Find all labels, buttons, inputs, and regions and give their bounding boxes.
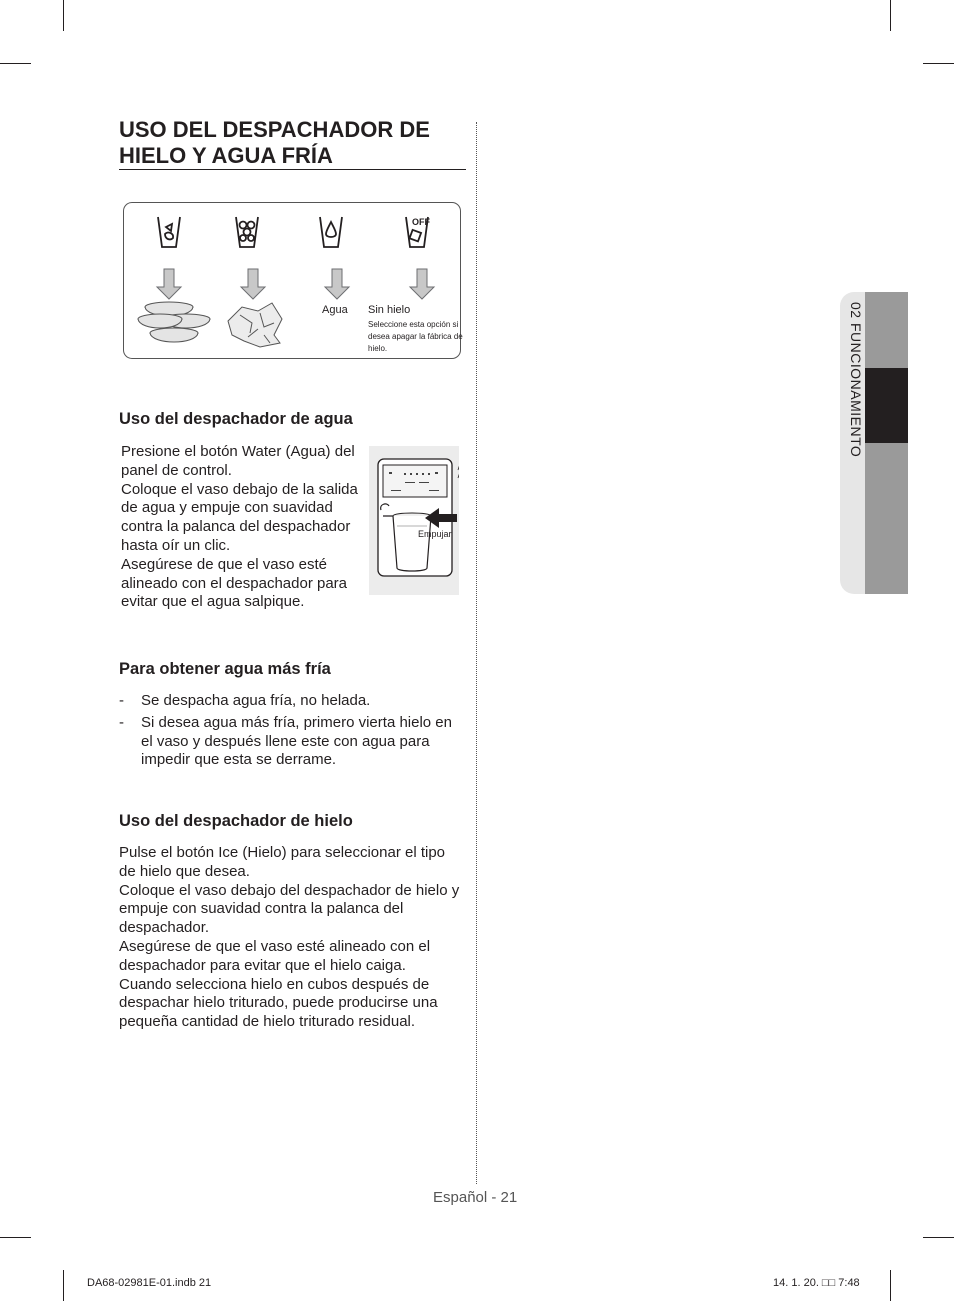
crop-mark [63, 1270, 64, 1301]
crop-mark [890, 1270, 891, 1301]
cubed-ice-cluster [228, 303, 282, 347]
paragraph: Asegúrese de que el vaso esté alineado con el despachador para evitar que el hielo caiga. [119, 937, 431, 974]
colder-water-list [119, 692, 464, 773]
crop-mark [890, 0, 891, 31]
footer-file-name: DA68-02981E-01.indb 21 [87, 1277, 212, 1289]
chapter-tab-marker [865, 368, 908, 443]
list-item: - Se despacha agua fría, no helada. [119, 692, 371, 709]
colder-water-heading: Para obtener agua más fría [119, 660, 331, 678]
svg-text:OFF: OFF [412, 217, 430, 227]
no-ice-label: Sin hielo [368, 304, 411, 316]
paragraph: Pulse el botón Ice (Hielo) para seleccionar el tipo de hielo que desea. [119, 844, 446, 880]
crushed-ice-icon [158, 217, 180, 247]
crop-mark [0, 63, 31, 64]
column-divider [476, 122, 477, 1184]
paragraph: Coloque el vaso debajo de la salida de agua y empuje con suavidad contra la palanca del despachador hasta oír un clic. [121, 480, 358, 554]
paragraph: Asegúrese de que el vaso esté alineado con el despachador para evitar que el agua salpique. [121, 555, 348, 611]
page-title: USO DEL DESPACHADOR DE HIELO Y AGUA FRÍA [119, 117, 430, 168]
crushed-ice-bowls [138, 302, 210, 342]
dispenser-illustration [369, 446, 459, 595]
cubed-ice-icon [236, 217, 258, 247]
no-ice-note: Seleccione esta opción si desea apagar la fábrica de hielo. [368, 320, 463, 353]
water-section-heading: Uso del despachador de agua [119, 410, 353, 428]
crop-mark [63, 0, 64, 31]
water-dispenser-figure [369, 446, 459, 595]
page-number: Español - 21 [433, 1189, 518, 1206]
paragraph: Coloque el vaso debajo del despachador de hielo y empuje con suavidad contra la palanca del despachador. [119, 881, 460, 937]
crop-mark [923, 63, 954, 64]
list-item-text: Se despacha agua fría, no helada. [141, 692, 371, 709]
water-icon [320, 217, 342, 247]
ice-section-text [119, 844, 464, 1032]
ice-section-heading: Uso del despachador de hielo [119, 812, 353, 830]
water-section-text [121, 443, 366, 612]
footer-date: 14. 1. 20. □□ 7:48 [773, 1277, 860, 1289]
chapter-tab-band [865, 292, 908, 594]
list-item: - Si desea agua más fría, primero vierta hielo en el vaso y después llene este con agua para impedir que esta se derrame. [119, 713, 452, 769]
paragraph: Cuando selecciona hielo en cubos después de despachar hielo triturado, puede producirse una pequeña cantidad de hielo triturado residual. [119, 975, 438, 1031]
paragraph: Presione el botón Water (Agua) del panel de control. [121, 443, 355, 479]
crop-mark [0, 1237, 31, 1238]
push-label: Empujar [418, 529, 452, 539]
water-label: Agua [322, 304, 348, 316]
list-item-text: Si desea agua más fría, primero vierta hielo en el vaso y después llene este con agua para impedir que esta se derrame. [141, 713, 452, 769]
ice-type-panel [123, 202, 461, 359]
title-rule [119, 169, 466, 170]
crop-mark [923, 1237, 954, 1238]
chapter-tab-label: 02 FUNCIONAMIENTO [848, 302, 864, 458]
